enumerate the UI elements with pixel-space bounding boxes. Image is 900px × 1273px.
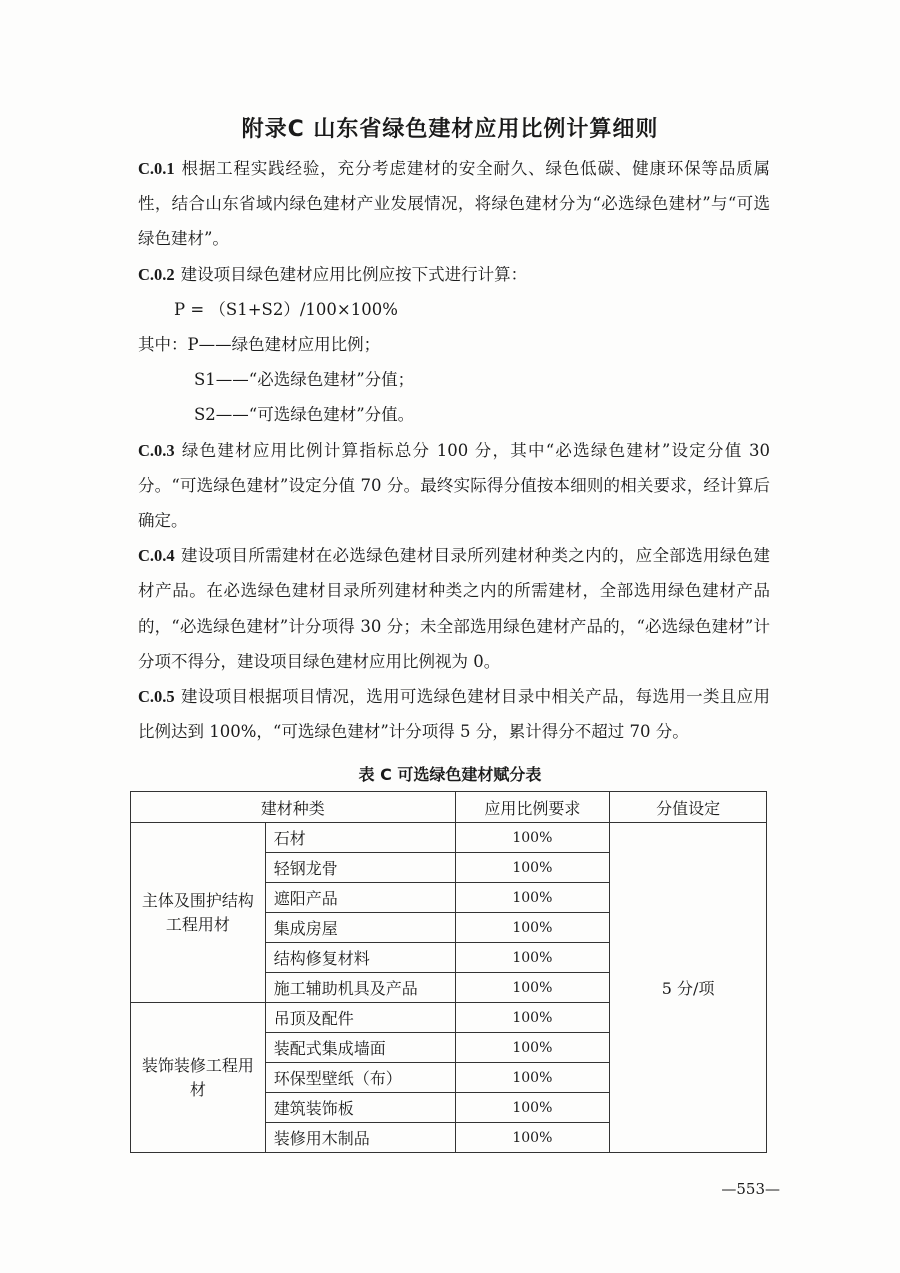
material-cell: 施工辅助机具及产品 <box>265 973 455 1003</box>
clause-c03 <box>138 433 770 539</box>
material-cell: 建筑装饰板 <box>265 1093 455 1123</box>
ratio-cell: 100% <box>455 1093 610 1123</box>
header-type: 建材种类 <box>131 792 456 823</box>
ratio-cell: 100% <box>455 1003 610 1033</box>
ratio-cell: 100% <box>455 973 610 1003</box>
score-cell: 5 分/项 <box>610 823 767 1153</box>
ratio-cell: 100% <box>455 913 610 943</box>
clause-text: 建设项目所需建材在必选绿色建材目录所列建材种类之内的，应全部选用绿色建材产品。在必选绿色建材目录所列建材种类之内的所需建材，全部选用绿色建材产品的，“必选绿色建材”计分项得 30 分；未全部选用绿色建材产品的，“必选绿色建材”计分项不得分，建设项目绿色建材应用比例视为 0。 <box>138 546 770 671</box>
ratio-cell: 100% <box>455 883 610 913</box>
page-title: 附录C 山东省绿色建材应用比例计算细则 <box>241 117 659 142</box>
formula: P = （S1+S2）/100×100% <box>174 299 398 319</box>
body-text <box>138 151 770 749</box>
clause-text: 根据工程实践经验，充分考虑建材的安全耐久、绿色低碳、健康环保等品质属性，结合山东省域内绿色建材产业发展情况，将绿色建材分为“必选绿色建材”与“可选绿色建材”。 <box>138 159 770 249</box>
material-cell: 集成房屋 <box>265 913 455 943</box>
category-structural: 主体及围护结构工程用材 <box>131 823 266 1003</box>
ratio-cell: 100% <box>455 1033 610 1063</box>
clause-c05 <box>138 679 770 749</box>
header-ratio: 应用比例要求 <box>455 792 610 823</box>
material-cell: 装配式集成墙面 <box>265 1033 455 1063</box>
clause-c01 <box>138 151 770 257</box>
material-cell: 环保型壁纸（布） <box>265 1063 455 1093</box>
scoring-table <box>130 791 767 1153</box>
material-cell: 吊顶及配件 <box>265 1003 455 1033</box>
clause-c04 <box>138 538 770 679</box>
clause-label: C.0.4 <box>138 546 175 566</box>
table-row <box>131 823 767 853</box>
table-header-row <box>131 792 767 823</box>
ratio-cell: 100% <box>455 1123 610 1153</box>
clause-text: 建设项目绿色建材应用比例应按下式进行计算： <box>180 264 528 284</box>
ratio-cell: 100% <box>455 823 610 853</box>
material-cell: 结构修复材料 <box>265 943 455 973</box>
clause-text: 建设项目根据项目情况，选用可选绿色建材目录中相关产品，每选用一类且应用比例达到 100%，“可选绿色建材”计分项得 5 分，累计得分不超过 70 分。 <box>138 687 770 742</box>
formula-where: 其中：P——绿色建材应用比例； <box>138 335 381 355</box>
ratio-cell: 100% <box>455 1063 610 1093</box>
material-cell: 遮阳产品 <box>265 883 455 913</box>
material-cell: 石材 <box>265 823 455 853</box>
clause-label: C.0.3 <box>138 440 175 460</box>
clause-label: C.0.5 <box>138 687 175 707</box>
header-score: 分值设定 <box>610 792 767 823</box>
ratio-cell: 100% <box>455 853 610 883</box>
table-caption: 表 C 可选绿色建材赋分表 <box>358 765 542 784</box>
clause-label: C.0.1 <box>138 159 175 178</box>
ratio-cell: 100% <box>455 943 610 973</box>
page-number: —553— <box>721 1180 780 1198</box>
material-cell: 轻钢龙骨 <box>265 853 455 883</box>
category-decoration: 装饰装修工程用材 <box>131 1003 266 1153</box>
formula-s2: S2——“可选绿色建材”分值。 <box>194 405 415 425</box>
clause-c02 <box>138 257 770 292</box>
clause-label: C.0.2 <box>138 264 175 284</box>
clause-text: 绿色建材应用比例计算指标总分 100 分，其中“必选绿色建材”设定分值 30 分。“可选绿色建材”设定分值 70 分。最终实际得分值按本细则的相关要求，经计算后确定。 <box>138 440 770 531</box>
formula-s1: S1——“必选绿色建材”分值； <box>194 370 415 390</box>
material-cell: 装修用木制品 <box>265 1123 455 1153</box>
